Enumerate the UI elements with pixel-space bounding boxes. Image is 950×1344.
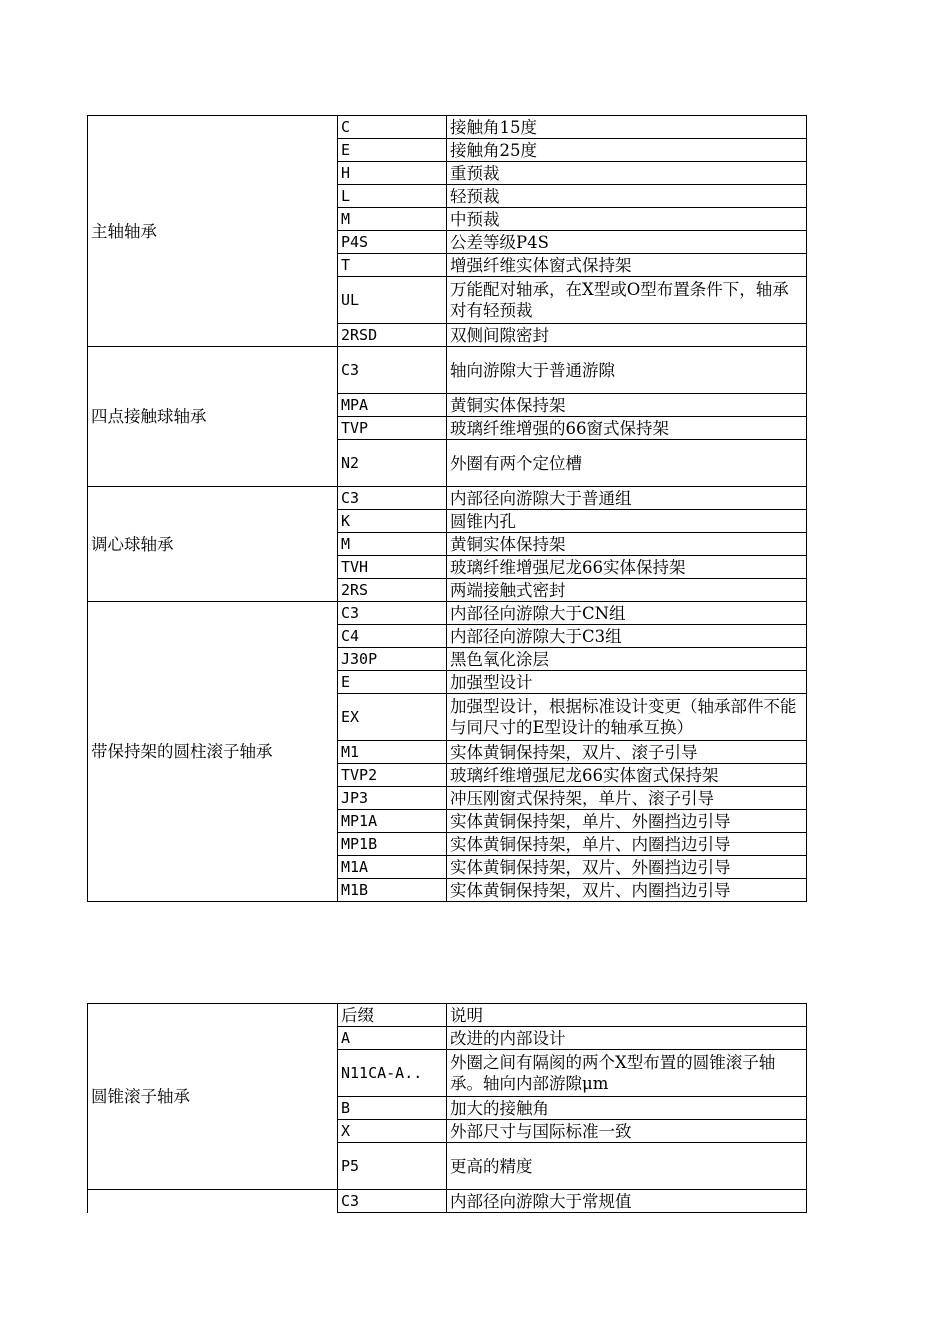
suffix-code-cell: N11CA-A.. bbox=[338, 1050, 447, 1097]
suffix-code-cell: P4S bbox=[338, 231, 447, 254]
suffix-code-cell: X bbox=[338, 1120, 447, 1143]
suffix-code-cell: C3 bbox=[338, 347, 447, 394]
suffix-code-cell: M bbox=[338, 208, 447, 231]
description-cell: 黄铜实体保持架 bbox=[447, 533, 807, 556]
suffix-code-cell: A bbox=[338, 1027, 447, 1050]
suffix-code-cell: L bbox=[338, 185, 447, 208]
description-cell: 双侧间隙密封 bbox=[447, 324, 807, 347]
suffix-code-cell: E bbox=[338, 139, 447, 162]
description-cell: 玻璃纤维增强尼龙66实体保持架 bbox=[447, 556, 807, 579]
description-cell: 加强型设计 bbox=[447, 671, 807, 694]
description-cell: 万能配对轴承，在X型或O型布置条件下，轴承对有轻预裁 bbox=[447, 277, 807, 324]
suffix-code-cell: P5 bbox=[338, 1143, 447, 1190]
description-cell: 轻预裁 bbox=[447, 185, 807, 208]
suffix-code-cell: JP3 bbox=[338, 787, 447, 810]
description-cell: 改进的内部设计 bbox=[447, 1027, 807, 1050]
suffix-code-cell: C3 bbox=[338, 1190, 447, 1213]
description-cell: 两端接触式密封 bbox=[447, 579, 807, 602]
suffix-code-cell: C bbox=[338, 116, 447, 139]
description-cell: 圆锥内孔 bbox=[447, 510, 807, 533]
category-cell: 调心球轴承 bbox=[88, 487, 338, 602]
category-cell: 主轴轴承 bbox=[88, 116, 338, 347]
suffix-code-cell: MPA bbox=[338, 394, 447, 417]
suffix-code-cell: UL bbox=[338, 277, 447, 324]
description-cell: 增强纤维实体窗式保持架 bbox=[447, 254, 807, 277]
category-cell: 圆锥滚子轴承 bbox=[88, 1004, 338, 1190]
table-row bbox=[88, 1190, 807, 1213]
suffix-code-cell: H bbox=[338, 162, 447, 185]
suffix-code-cell: MP1A bbox=[338, 810, 447, 833]
description-cell: 黄铜实体保持架 bbox=[447, 394, 807, 417]
suffix-code-cell: C3 bbox=[338, 602, 447, 625]
description-cell: 公差等级P4S bbox=[447, 231, 807, 254]
suffix-code-cell: M1A bbox=[338, 856, 447, 879]
suffix-code-cell: MP1B bbox=[338, 833, 447, 856]
suffix-code-cell: TVH bbox=[338, 556, 447, 579]
category-cell bbox=[88, 1190, 338, 1213]
description-cell: 内部径向游隙大于CN组 bbox=[447, 602, 807, 625]
suffix-code-cell: 2RS bbox=[338, 579, 447, 602]
description-cell: 实体黄铜保持架，双片、内圈挡边引导 bbox=[447, 879, 807, 902]
description-cell: 接触角25度 bbox=[447, 139, 807, 162]
description-header-cell: 说明 bbox=[447, 1004, 807, 1027]
description-cell: 黑色氧化涂层 bbox=[447, 648, 807, 671]
table-row bbox=[88, 487, 807, 510]
suffix-code-cell: C4 bbox=[338, 625, 447, 648]
description-cell: 外部尺寸与国际标准一致 bbox=[447, 1120, 807, 1143]
description-cell: 轴向游隙大于普通游隙 bbox=[447, 347, 807, 394]
description-cell: 更高的精度 bbox=[447, 1143, 807, 1190]
description-cell: 内部径向游隙大于普通组 bbox=[447, 487, 807, 510]
suffix-code-cell: N2 bbox=[338, 440, 447, 487]
suffix-header-cell: 后缀 bbox=[338, 1004, 447, 1027]
description-cell: 内部径向游隙大于C3组 bbox=[447, 625, 807, 648]
description-cell: 加大的接触角 bbox=[447, 1097, 807, 1120]
suffix-code-cell: EX bbox=[338, 694, 447, 741]
suffix-code-cell: K bbox=[338, 510, 447, 533]
description-cell: 重预裁 bbox=[447, 162, 807, 185]
description-cell: 加强型设计，根据标准设计变更（轴承部件不能与同尺寸的E型设计的轴承互换） bbox=[447, 694, 807, 741]
description-cell: 实体黄铜保持架，双片、滚子引导 bbox=[447, 741, 807, 764]
suffix-code-cell: TVP2 bbox=[338, 764, 447, 787]
bearing-suffix-table-2 bbox=[87, 1003, 807, 1213]
category-cell: 四点接触球轴承 bbox=[88, 347, 338, 487]
table-header-row bbox=[88, 1004, 807, 1027]
description-cell: 内部径向游隙大于常规值 bbox=[447, 1190, 807, 1213]
description-cell: 冲压刚窗式保持架，单片、滚子引导 bbox=[447, 787, 807, 810]
description-cell: 实体黄铜保持架，单片、外圈挡边引导 bbox=[447, 810, 807, 833]
category-cell: 带保持架的圆柱滚子轴承 bbox=[88, 602, 338, 902]
bearing-suffix-table-1 bbox=[87, 115, 807, 902]
description-cell: 玻璃纤维增强的66窗式保持架 bbox=[447, 417, 807, 440]
table-row bbox=[88, 116, 807, 139]
suffix-code-cell: C3 bbox=[338, 487, 447, 510]
description-cell: 外圈有两个定位槽 bbox=[447, 440, 807, 487]
suffix-code-cell: T bbox=[338, 254, 447, 277]
table-row bbox=[88, 347, 807, 394]
suffix-code-cell: 2RSD bbox=[338, 324, 447, 347]
suffix-code-cell: B bbox=[338, 1097, 447, 1120]
suffix-code-cell: M1 bbox=[338, 741, 447, 764]
table-row bbox=[88, 602, 807, 625]
suffix-code-cell: E bbox=[338, 671, 447, 694]
description-cell: 外圈之间有隔阂的两个X型布置的圆锥滚子轴承。轴向内部游隙μm bbox=[447, 1050, 807, 1097]
suffix-code-cell: J30P bbox=[338, 648, 447, 671]
description-cell: 实体黄铜保持架，单片、内圈挡边引导 bbox=[447, 833, 807, 856]
description-cell: 接触角15度 bbox=[447, 116, 807, 139]
suffix-code-cell: TVP bbox=[338, 417, 447, 440]
description-cell: 实体黄铜保持架，双片、外圈挡边引导 bbox=[447, 856, 807, 879]
suffix-code-cell: M bbox=[338, 533, 447, 556]
description-cell: 中预裁 bbox=[447, 208, 807, 231]
description-cell: 玻璃纤维增强尼龙66实体窗式保持架 bbox=[447, 764, 807, 787]
suffix-code-cell: M1B bbox=[338, 879, 447, 902]
